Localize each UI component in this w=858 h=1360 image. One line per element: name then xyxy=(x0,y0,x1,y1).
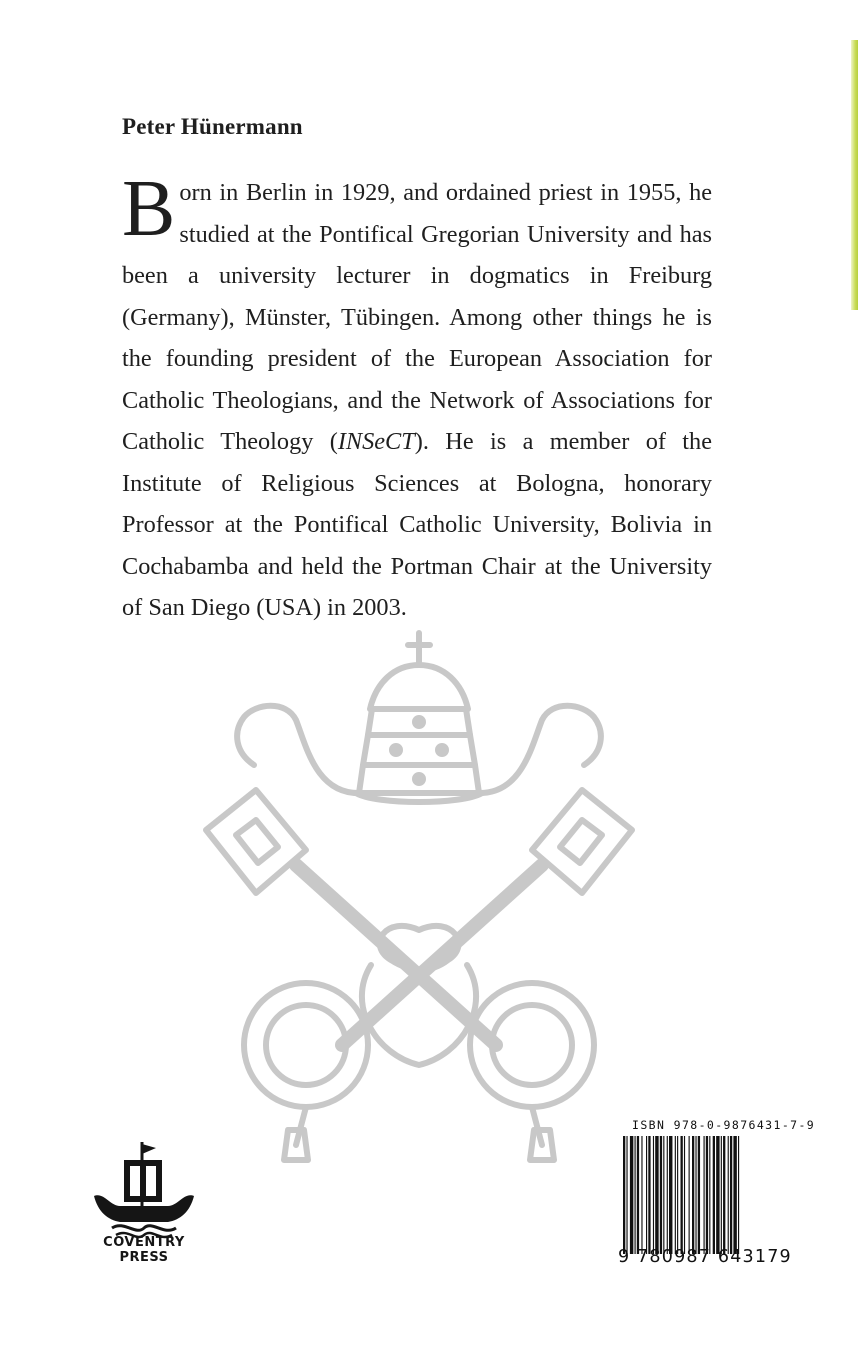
drop-cap: B xyxy=(122,165,176,253)
author-name: Peter Hünermann xyxy=(122,114,303,139)
bio-text-part1: orn in Berlin in 1929, and ordained priest in 1955, he studied at the Pontifical Gregorian University and has been a university lecturer in dogmatics in Freiburg (Germany), Münster, Tübingen. Among other things he is the founding president of the European Association for Catholic Theologians, and the Network of Associations for Catholic Theology ( xyxy=(122,179,712,455)
barcode-bar xyxy=(681,1136,683,1254)
isbn-label: ISBN 978-0-9876431-7-9 xyxy=(632,1118,816,1132)
barcode-bar xyxy=(723,1136,725,1254)
barcode-bar xyxy=(641,1136,642,1254)
barcode-bar xyxy=(663,1136,664,1254)
barcode-bar xyxy=(648,1136,650,1254)
barcode-bar xyxy=(677,1136,678,1254)
barcode-bar xyxy=(623,1136,625,1254)
barcode-bar xyxy=(713,1136,715,1254)
barcode-bar xyxy=(716,1136,719,1254)
barcode-bar xyxy=(684,1136,685,1254)
barcode-bar xyxy=(704,1136,705,1254)
barcode-bar xyxy=(637,1136,639,1254)
barcode-bar xyxy=(646,1136,647,1254)
bio-text-italic: INSeCT xyxy=(337,428,415,455)
papal-crossed-keys-emblem-icon xyxy=(196,625,642,1165)
barcode-bar xyxy=(730,1136,732,1254)
barcode-bar xyxy=(675,1136,676,1254)
barcode-bar xyxy=(721,1136,722,1254)
publisher-name-line1: COVENTRY xyxy=(103,1235,185,1250)
barcode-bar xyxy=(706,1136,708,1254)
barcode-bar xyxy=(669,1136,672,1254)
barcode-bar xyxy=(630,1136,633,1254)
bio-text-part2: ). He is a member of the Institute of Religious Sciences at Bologna, honorary Professor at the Pontifical Catholic University, Bolivia in Cochabamba and held the Portman Chair at the University of San Diego (USA) in 2003. xyxy=(122,428,712,621)
barcode-bar xyxy=(660,1136,662,1254)
barcode-bar xyxy=(709,1136,710,1254)
barcode-bar xyxy=(695,1136,696,1254)
barcode-bar xyxy=(733,1136,736,1254)
barcode-bar xyxy=(689,1136,690,1254)
barcode-bar xyxy=(635,1136,636,1254)
spine-accent-strip xyxy=(851,40,858,310)
barcode-bar xyxy=(692,1136,694,1254)
barcode-bar xyxy=(667,1136,668,1254)
publisher-name-line2: PRESS xyxy=(119,1250,169,1265)
barcode-bars xyxy=(621,1136,785,1254)
barcode-digits: 9 780987 643179 xyxy=(618,1247,792,1267)
barcode-bar xyxy=(738,1136,739,1254)
barcode-bar xyxy=(655,1136,658,1254)
author-biography xyxy=(122,165,712,629)
barcode-bar xyxy=(698,1136,700,1254)
barcode-bar xyxy=(728,1136,729,1254)
barcode-bar xyxy=(653,1136,654,1254)
barcode-bar xyxy=(626,1136,627,1254)
publisher-name xyxy=(90,1235,198,1265)
